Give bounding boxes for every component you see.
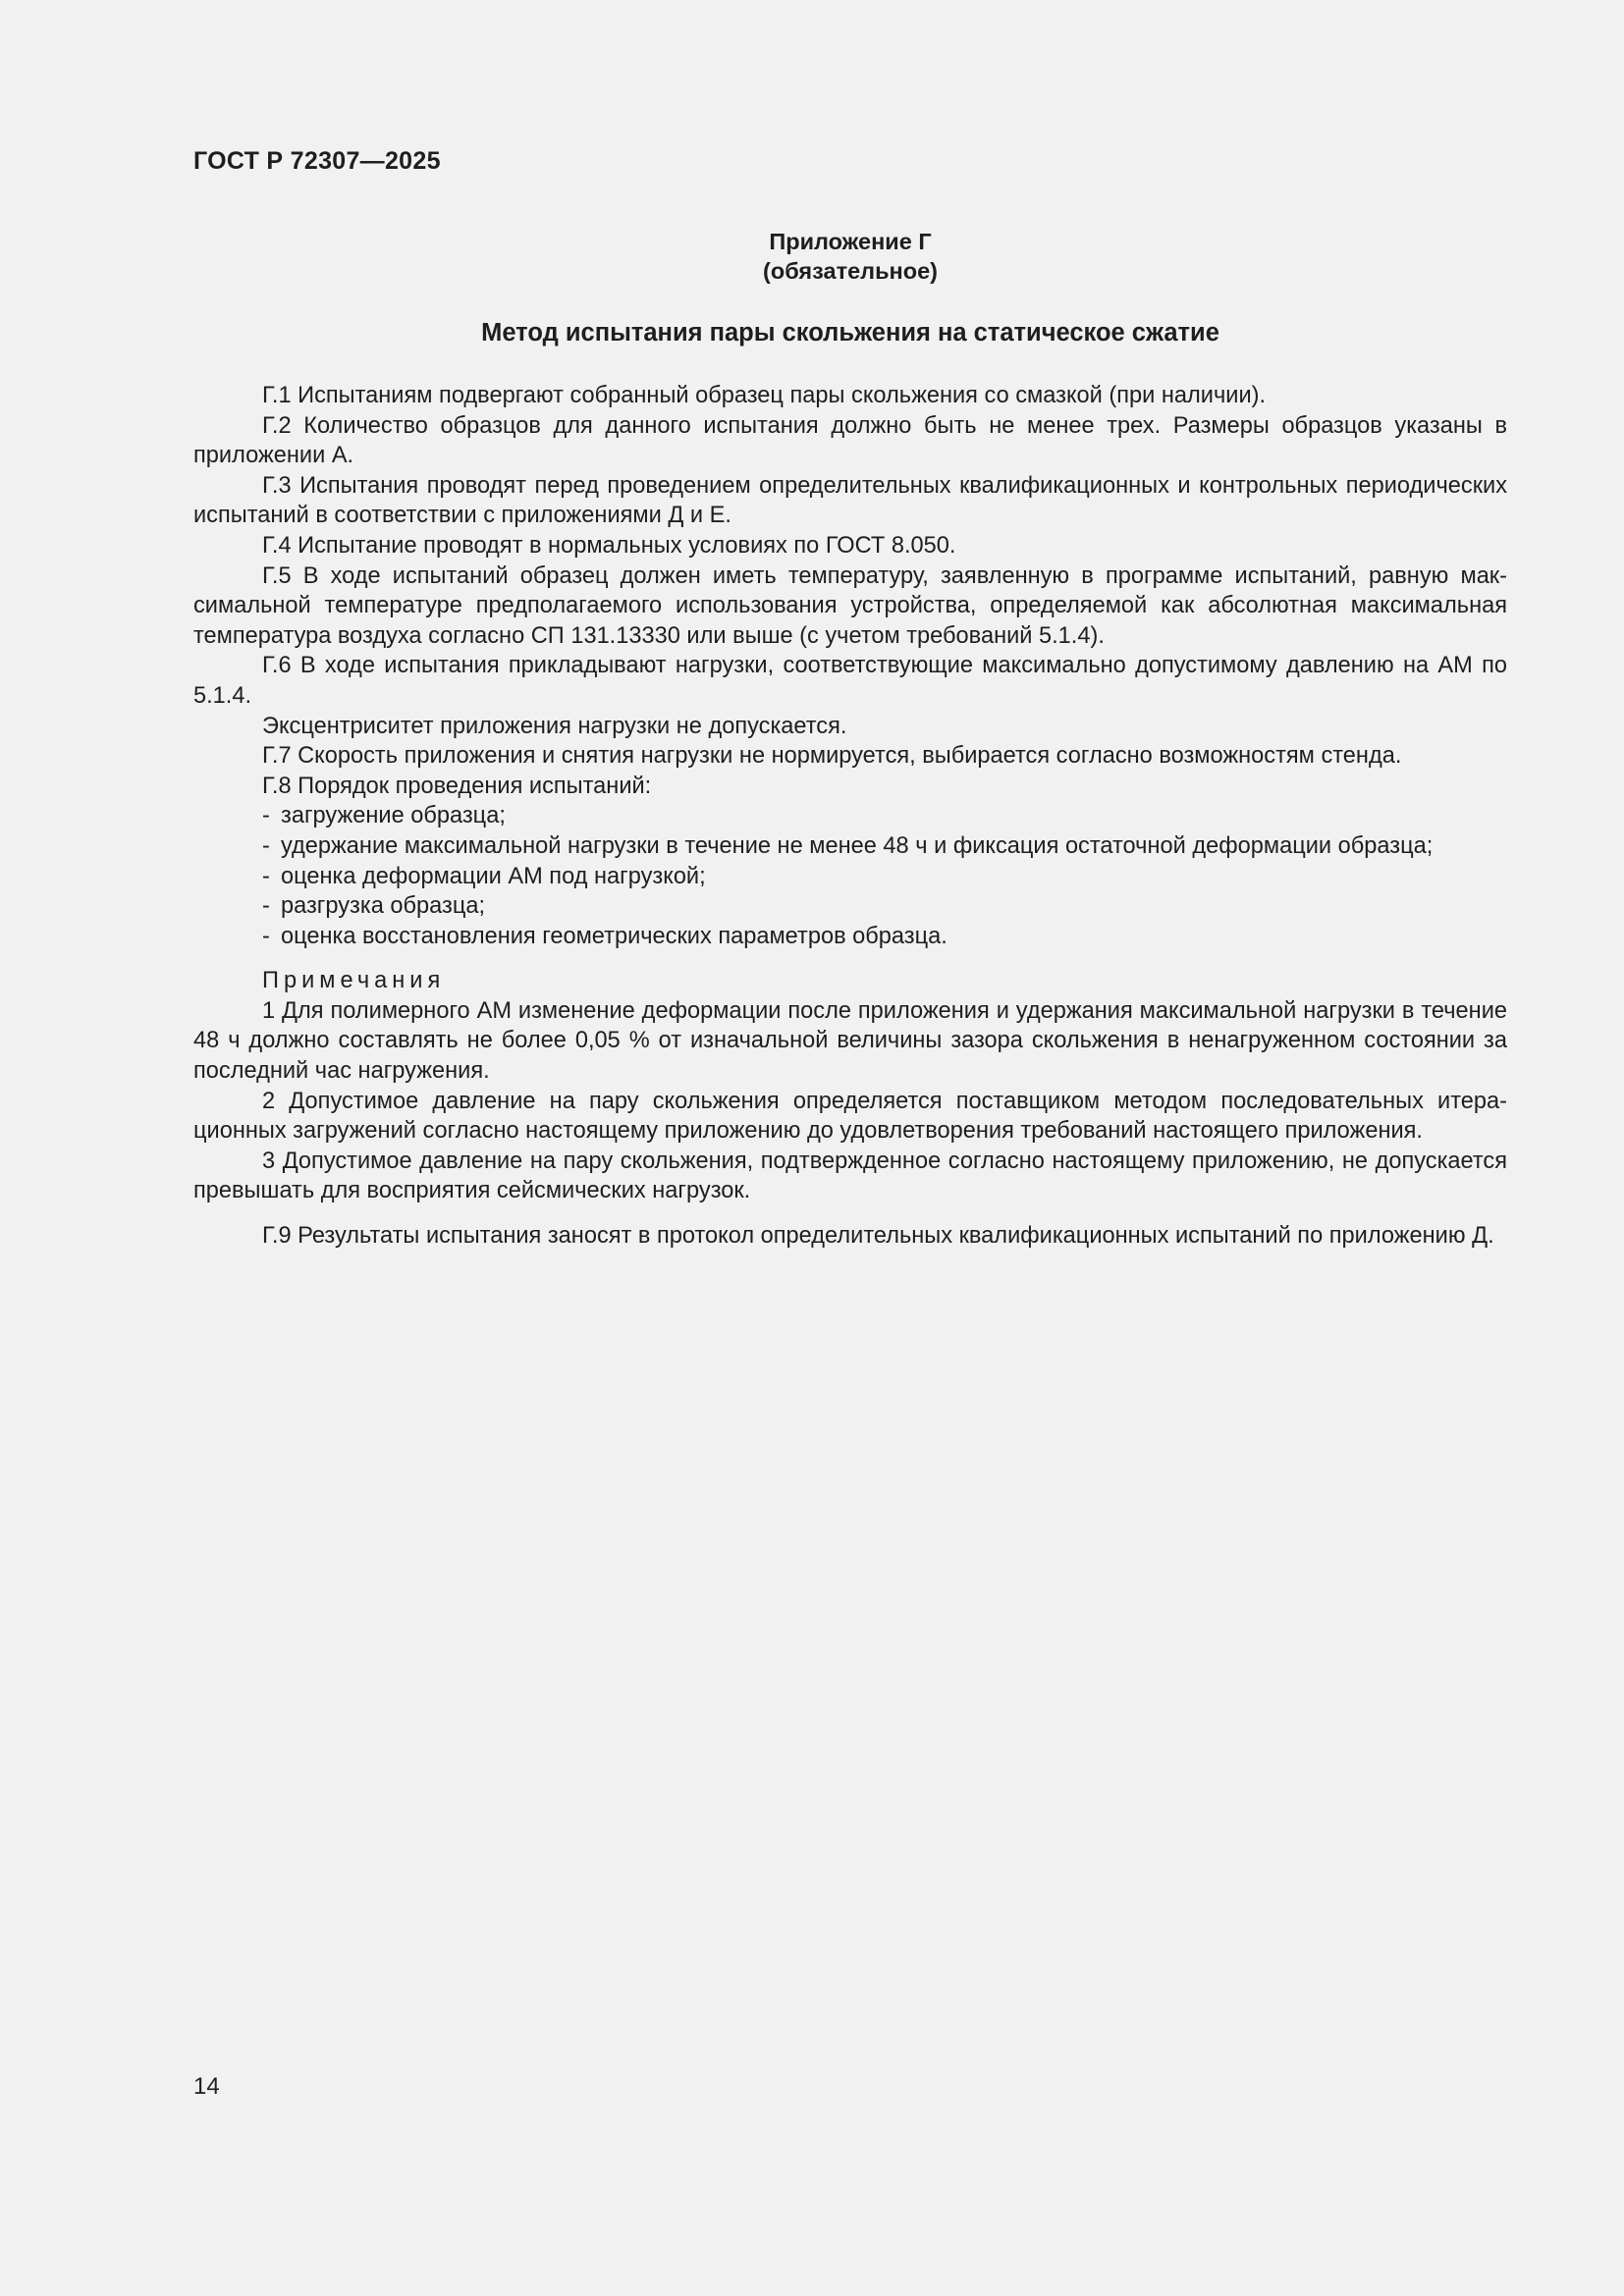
paragraph-g7: Г.7 Скорость приложения и снятия нагрузки не нормируется, выбирается согласно возможностям стенда. [262,743,1402,770]
list-item-text: оценка деформации АМ под нагрузкой; [281,863,706,889]
paragraph-g3: Г.3 Испытания проводят перед проведением определительных квалификационных и контрольных периодических испытаний в соответствии с приложениями Д и Е. [193,472,1507,529]
document-body [193,381,1507,1252]
list-dash: - [262,893,270,920]
paragraph-g8: Г.8 Порядок проведения испытаний: [262,773,652,799]
note-3: 3 Допустимое давление на пару скольжения, подтвержденное согласно настоящему приложению, не допускается превышать для восприятия сейсмических нагрузок. [193,1148,1507,1204]
paragraph-g6: Г.6 В ходе испытания прикладывают нагрузки, соответствующие максимально допустимому давлению на АМ по 5.1.4. [193,653,1507,709]
paragraph-g1: Г.1 Испытаниям подвергают собранный образец пары скольжения со смазкой (при наличии). [262,383,1267,408]
list-item [193,922,1507,952]
list-item-text: оценка восстановления геометрических параметров образца. [281,923,947,949]
list-dash: - [262,863,270,889]
notes-title: Примечания [262,968,446,994]
list-item [193,862,1507,892]
list-item-text: разгрузка образца; [281,893,486,920]
page-number: 14 [193,2073,220,2100]
paragraph-g2: Г.2 Количество образцов для данного испытания должно быть не менее трех. Размеры образцов указаны в приложении А. [193,412,1507,469]
list-item-text: удержание максимальной нагрузки в течение не менее 48 ч и фиксация остаточной деформации образца; [281,832,1434,859]
paragraph-g5: Г.5 В ходе испытаний образец должен иметь температуру, заявленную в программе испытаний, равную максимальной температуре предполагаемого использования устройства, определяемой как абсолютная максимальная температура воздуха согласно СП 131.13330 или выше (с учетом требований 5.1.4). [193,562,1507,649]
list-dash: - [262,803,270,829]
list-dash: - [262,923,270,949]
paragraph-g9: Г.9 Результаты испытания заносят в протокол определительных квалификационных испытаний по приложению Д. [262,1223,1494,1250]
annex-name: Приложение Г [769,229,932,254]
paragraph-eccentricity: Эксцентриситет приложения нагрузки не допускается. [262,713,847,739]
list-dash: - [262,832,270,859]
list-item [193,801,1507,831]
note-2: 2 Допустимое давление на пару скольжения определяется поставщиком методом последовательных итерационных загружений согласно настоящему приложению до удовлетворения требований настоящего приложения. [193,1088,1507,1145]
paragraph-g4: Г.4 Испытание проводят в нормальных условиях по ГОСТ 8.050. [262,532,956,559]
list-item [193,831,1507,862]
section-title: Метод испытания пары скольжения на статическое сжатие [481,319,1219,347]
annex-type: (обязательное) [763,258,938,284]
annex-heading [193,227,1507,286]
note-1: 1 Для полимерного АМ изменение деформации после приложения и удержания максимальной нагрузки в течение 48 ч должно составлять не более 0,05 % от изначальной величины зазора скольжения в ненагруженном состоянии за последний час нагружения. [193,997,1507,1085]
list-item-text: загружение образца; [281,803,506,829]
list-item [193,891,1507,922]
document-header: ГОСТ Р 72307—2025 [193,147,441,175]
